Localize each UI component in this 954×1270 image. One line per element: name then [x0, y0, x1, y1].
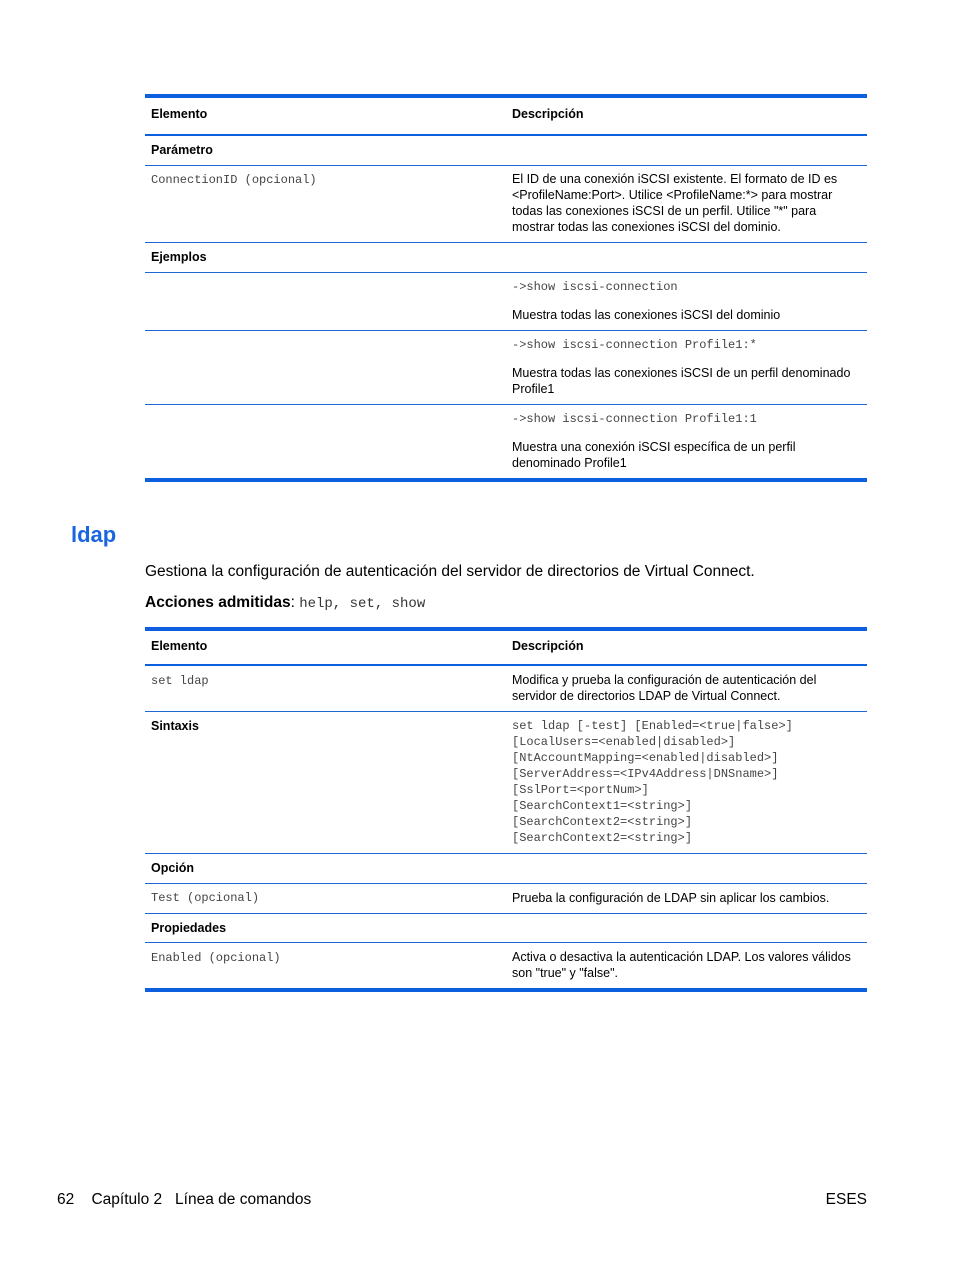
chapter-title: Capítulo 2 Línea de comandos [91, 1191, 312, 1208]
table-row [145, 273, 867, 331]
table-header-row [145, 629, 867, 665]
table-row [145, 331, 867, 405]
syntax-line: [LocalUsers=<enabled|disabled>] [512, 735, 736, 749]
syntax-line: [SearchContext2=<string>] [512, 831, 693, 845]
example-description: Muestra una conexión iSCSI específica de un perfil denominado Profile1 [512, 440, 796, 470]
param-section-header: Parámetro [145, 135, 506, 166]
example-command: ->show iscsi-connection Profile1:* [512, 338, 757, 352]
option-name: Test (opcional) [145, 884, 506, 914]
table-row [145, 914, 867, 943]
example-cell [506, 331, 867, 405]
table-row [145, 854, 867, 884]
example-command: ->show iscsi-connection Profile1:1 [512, 412, 757, 426]
col-element-header: Elemento [145, 96, 506, 135]
syntax-block [506, 712, 867, 854]
property-description: Activa o desactiva la autenticación LDAP. Los valores válidos son "true" y "false". [506, 943, 867, 991]
col-element-header: Elemento [145, 629, 506, 665]
property-name: Enabled (opcional) [145, 943, 506, 991]
param-description: El ID de una conexión iSCSI existente. El formato de ID es <ProfileName:Port>. Utilice <ProfileName:*> para mostrar todas las conexiones iSCSI de un perfil. Utilice "*" para mostrar todas las conexiones iSCSI del dominio. [506, 166, 867, 243]
syntax-line: set ldap [-test] [Enabled=<true|false>] [512, 719, 793, 733]
table-row [145, 166, 867, 243]
section-description: Gestiona la configuración de autenticación del servidor de directorios de Virtual Connect. [145, 563, 755, 580]
example-description: Muestra todas las conexiones iSCSI de un perfil denominado Profile1 [512, 366, 851, 396]
props-section-header: Propiedades [145, 914, 506, 943]
example-command: ->show iscsi-connection [512, 280, 678, 294]
page-footer [57, 1191, 311, 1209]
table-row [145, 712, 867, 854]
option-description: Prueba la configuración de LDAP sin aplicar los cambios. [506, 884, 867, 914]
option-section-header: Opción [145, 854, 506, 884]
example-cell [506, 405, 867, 481]
ldap-table [145, 627, 867, 992]
locale-code: ESES [825, 1191, 867, 1208]
command-description: Modifica y prueba la configuración de autenticación del servidor de directorios LDAP de Virtual Connect. [506, 665, 867, 712]
section-title: ldap [71, 522, 117, 547]
table-row [145, 405, 867, 481]
supported-actions-label: Acciones admitidas [145, 594, 291, 611]
table-row [145, 665, 867, 712]
example-description: Muestra todas las conexiones iSCSI del dominio [512, 308, 781, 322]
table-header-row [145, 96, 867, 135]
param-name: ConnectionID (opcional) [145, 166, 506, 243]
supported-actions-value: help, set, show [299, 596, 426, 612]
supported-actions: Acciones admitidas: help, set, show [145, 594, 426, 612]
example-cell [506, 273, 867, 331]
syntax-line: [SslPort=<portNum>] [512, 783, 649, 797]
syntax-label: Sintaxis [145, 712, 506, 854]
table-row [145, 943, 867, 991]
examples-section-header: Ejemplos [145, 243, 506, 273]
syntax-line: [SearchContext1=<string>] [512, 799, 693, 813]
iscsi-connection-table [145, 94, 867, 482]
syntax-line: [SearchContext2=<string>] [512, 815, 693, 829]
table-row [145, 243, 867, 273]
table-row [145, 884, 867, 914]
page-number: 62 [57, 1191, 75, 1208]
command-name: set ldap [145, 665, 506, 712]
syntax-line: [ServerAddress=<IPv4Address|DNSname>] [512, 767, 779, 781]
syntax-line: [NtAccountMapping=<enabled|disabled>] [512, 751, 779, 765]
col-description-header: Descripción [506, 629, 867, 665]
table-row [145, 135, 867, 166]
col-description-header: Descripción [506, 96, 867, 135]
